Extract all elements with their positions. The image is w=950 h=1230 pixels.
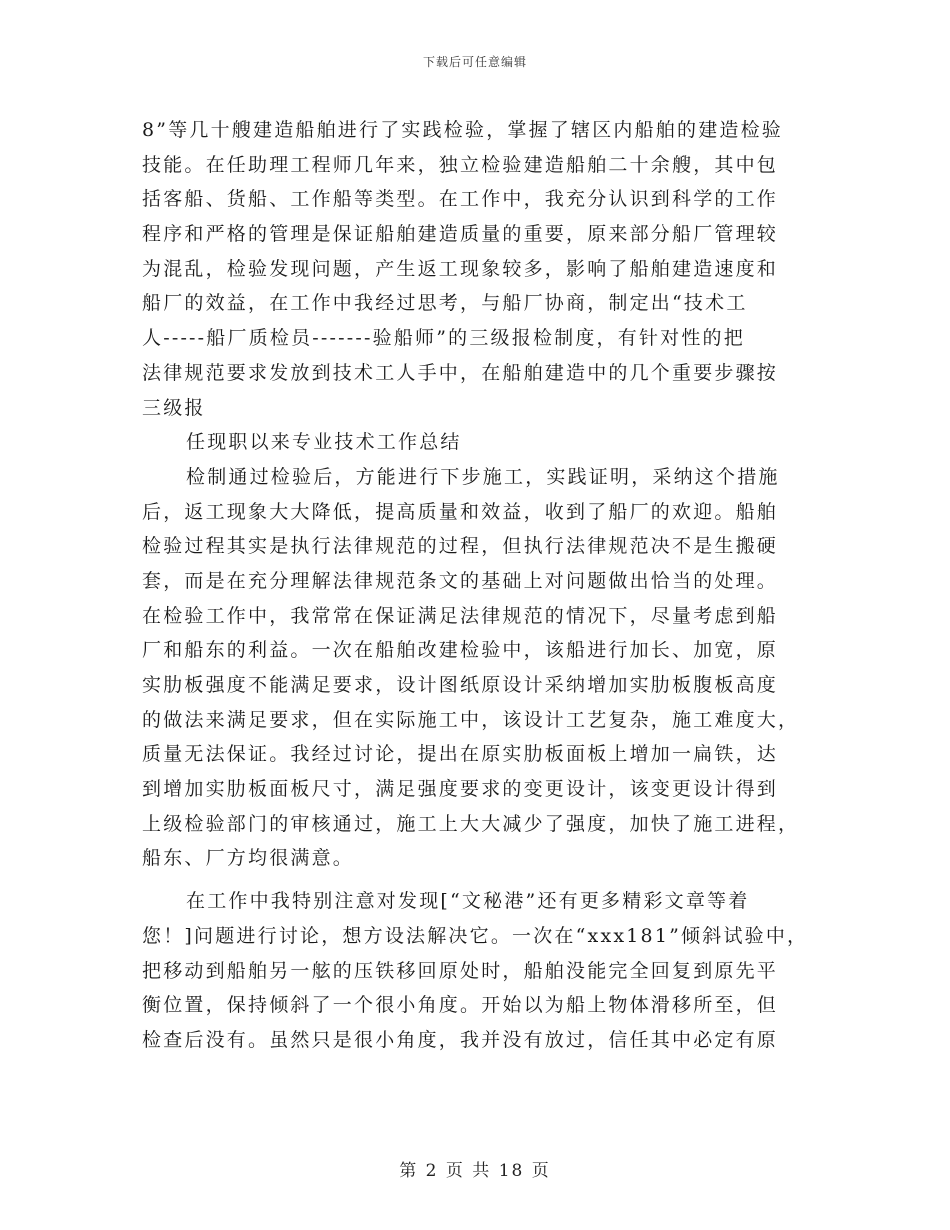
- section-heading: 任现职以来专业技术工作总结: [186, 431, 462, 454]
- text-line: 把移动到船舶另一舷的压铁移回原处时，船舶没能完全回复到原先平: [142, 959, 779, 982]
- text-line: 您！]问题进行讨论，想方设法解决它。一次在“xxx181”倾斜试验中，: [142, 924, 809, 947]
- text-line: 衡位置，保持倾斜了一个很小角度。开始以为船上物体滑移所至，但: [142, 994, 779, 1017]
- document-body: [142, 113, 822, 1058]
- text-line: 后，返工现象大大降低，提高质量和效益，收到了船厂的欢迎。船舶: [142, 500, 779, 523]
- text-line: 质量无法保证。我经过讨论，提出在原实肋板面板上增加一扁铁，达: [142, 743, 779, 766]
- page-header-note: 下载后可任意编辑: [422, 55, 527, 69]
- text-line: 实肋板强度不能满足要求，设计图纸原设计采纳增加实肋板腹板高度: [142, 674, 779, 696]
- text-line: 到增加实肋板面板尺寸，满足强度要求的变更设计，该变更设计得到: [142, 778, 779, 801]
- text-line: 在检验工作中，我常常在保证满足法律规范的情况下，尽量考虑到船: [142, 604, 779, 627]
- text-line: 括客船、货船、工作船等类型。在工作中，我充分认识到科学的工作: [142, 188, 779, 211]
- paragraph-gap: [142, 876, 822, 884]
- text-line: 人-----船厂质检员-------验船师”的三级报检制度，有针对性的把: [142, 327, 745, 350]
- text-line: 检验过程其实是执行法律规范的过程，但执行法律规范决不是生搬硬: [142, 535, 779, 558]
- text-line: 程序和严格的管理是保证船舶建造质量的重要，原来部分船厂管理较: [142, 223, 779, 246]
- text-line: 为混乱，检验发现问题，产生返工现象较多，影响了船舶建造速度和: [142, 257, 779, 280]
- text-line: 法律规范要求发放到技术工人手中，在船舶建造中的几个重要步骤按: [142, 361, 779, 384]
- text-line: 船厂的效益，在工作中我经过思考，与船厂协商，制定出“技术工: [142, 292, 748, 315]
- page-number-footer: 第 2 页 共 18 页: [399, 1161, 551, 1181]
- paragraph-start: 检制通过检验后，方能进行下步施工，实践证明，采纳这个措施: [186, 465, 780, 488]
- text-line: 技能。在任助理工程师几年来，独立检验建造船舶二十余艘，其中包: [142, 153, 779, 176]
- text-line: 检查后没有。虽然只是很小角度，我并没有放过，信任其中必定有原: [142, 1028, 779, 1051]
- text-line: 8”等几十艘建造船舶进行了实践检验，掌握了辖区内船舶的建造检验: [142, 119, 784, 141]
- text-line: 上级检验部门的审核通过，施工上大大减少了强度，加快了施工进程，: [142, 812, 800, 835]
- text-line: 船东、厂方均很满意。: [142, 847, 355, 870]
- text-line: 的做法来满足要求，但在实际施工中，该设计工艺复杂，施工难度大，: [142, 708, 800, 731]
- paragraph-start: 在工作中我特别注意对发现[“文秘港”还有更多精彩文章等着: [186, 890, 750, 913]
- text-line: 厂和船东的利益。一次在船舶改建检验中，该船进行加长、加宽，原: [142, 639, 779, 662]
- text-line: 套，而是在充分理解法律规范条文的基础上对问题做出恰当的处理。: [142, 569, 779, 592]
- text-line: 三级报: [142, 396, 206, 419]
